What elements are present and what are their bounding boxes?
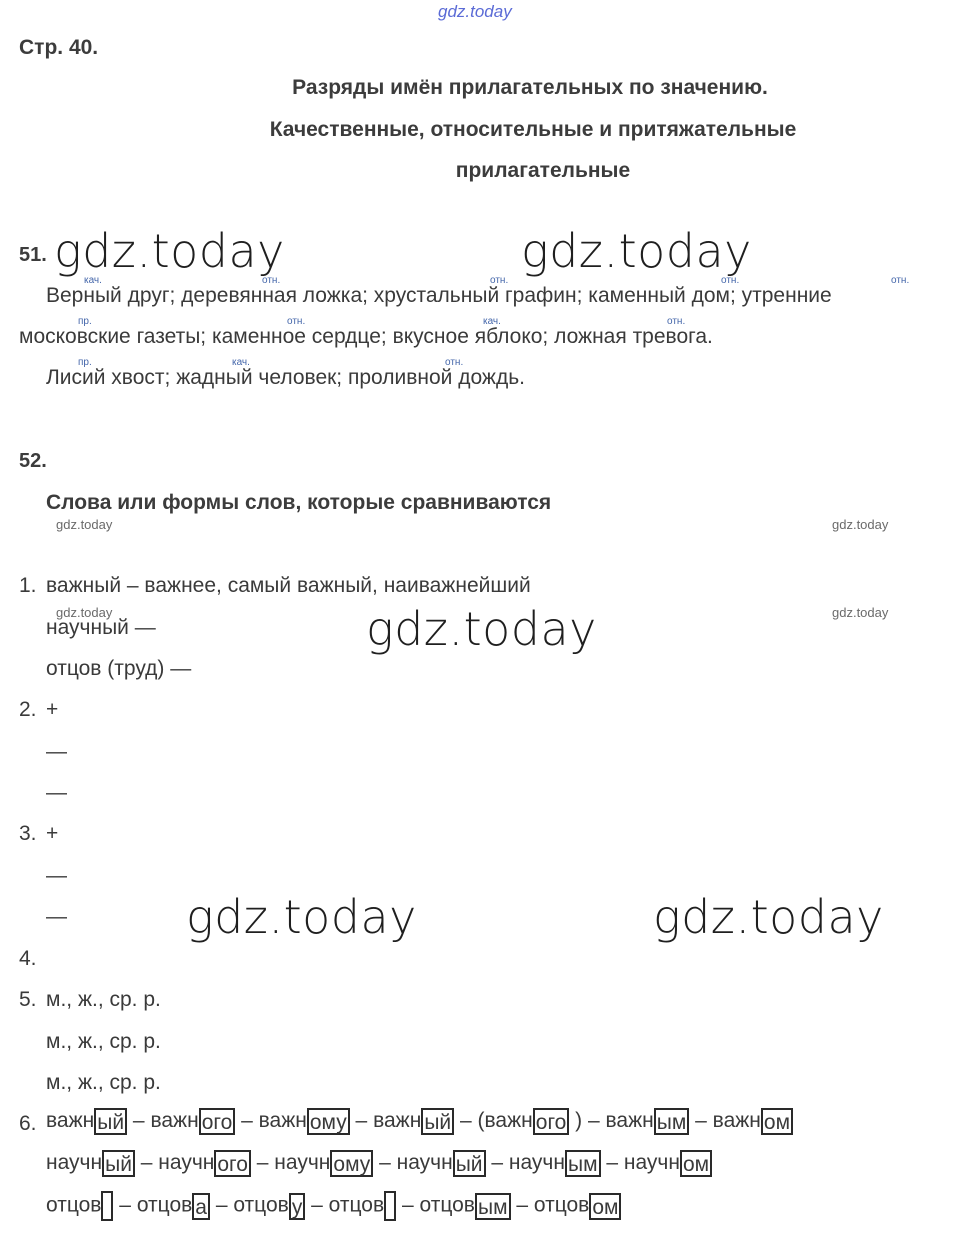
item-1-line-b: научный — <box>46 616 156 639</box>
item-1-line-c: отцов (труд) — <box>46 657 192 680</box>
word-ending-box: ом <box>761 1108 793 1135</box>
separator: – <box>209 1193 234 1217</box>
item-5-genders: м., ж., ср. р. <box>46 1071 161 1094</box>
separator: – <box>485 1151 509 1175</box>
mark-otn: отн. <box>262 275 281 286</box>
word-ending-box: ый <box>421 1108 454 1135</box>
separator: – <box>689 1109 713 1133</box>
word-stem: научн <box>508 1151 565 1175</box>
ex51-line-3: Лисий хвост; жадный человек; проливной дождь. <box>46 366 526 389</box>
item-1-number: 1. <box>19 574 37 597</box>
separator: – <box>349 1109 374 1133</box>
word-stem: важн <box>712 1109 761 1133</box>
word-stem: важн <box>150 1109 199 1133</box>
zero-ending-box <box>101 1191 113 1221</box>
word-stem: (важн <box>477 1109 533 1133</box>
word-ending-box: ым <box>565 1150 601 1177</box>
word-stem: отцов <box>533 1193 590 1217</box>
word-stem: важн <box>46 1109 95 1133</box>
word-ending-box: ым <box>654 1108 690 1135</box>
word-stem: отцов <box>419 1193 475 1217</box>
word-ending-box: у <box>289 1193 306 1220</box>
word-stem: отцов <box>328 1193 385 1217</box>
item-2-dash: — <box>46 781 67 804</box>
word-ending-box: ый <box>94 1108 127 1135</box>
zero-ending-box <box>384 1191 396 1221</box>
separator: – <box>582 1109 606 1133</box>
mark-kach: кач. <box>483 316 501 327</box>
watermark-big: gdz.today <box>521 224 752 278</box>
word-ending-box: ым <box>475 1193 511 1220</box>
heading-line-3: прилагательные <box>455 159 631 182</box>
item-6-number: 6. <box>19 1112 37 1135</box>
watermark-big: gdz.today <box>186 890 417 944</box>
word-stem: научн <box>158 1151 215 1175</box>
word-ending-box: ый <box>453 1150 486 1177</box>
exercise-51-number: 51. <box>19 244 47 266</box>
item-3-number: 3. <box>19 822 37 845</box>
mark-otn: отн. <box>891 275 910 286</box>
separator: – <box>113 1193 137 1217</box>
item-2-number: 2. <box>19 698 37 721</box>
mark-otn: отн. <box>721 275 740 286</box>
word-ending-box: ом <box>680 1150 712 1177</box>
word-stem: научн <box>46 1151 103 1175</box>
separator: – <box>127 1109 151 1133</box>
watermark-big: gdz.today <box>366 602 597 656</box>
top-watermark: gdz.today <box>438 2 512 21</box>
word-stem: важн <box>605 1109 654 1133</box>
word-ending-box: ому <box>307 1108 350 1135</box>
heading-line-1: Разряды имён прилагательных по значению. <box>292 76 768 99</box>
word-ending-box: ого <box>533 1108 570 1135</box>
word-ending-box: ому <box>330 1150 373 1177</box>
mark-otn: отн. <box>287 316 306 327</box>
word-ending-box: ого <box>199 1108 236 1135</box>
declension-row-vazhny <box>46 1108 793 1135</box>
exercise-52-number: 52. <box>19 450 47 472</box>
watermark-small: gdz.today <box>56 605 113 620</box>
declension-row-nauchny <box>46 1150 712 1177</box>
item-5-genders: м., ж., ср. р. <box>46 1030 161 1053</box>
word-stem: научн <box>396 1151 453 1175</box>
ex51-line-2: московские газеты; каменное сердце; вкусное яблоко; ложная тревога. <box>19 325 713 348</box>
separator: – <box>373 1151 397 1175</box>
separator: – <box>134 1151 159 1175</box>
word-ending-box: а <box>192 1193 210 1220</box>
close-paren: ) <box>569 1109 583 1133</box>
word-stem: отцов <box>46 1193 102 1217</box>
mark-otn: отн. <box>490 275 509 286</box>
separator: – <box>235 1109 259 1133</box>
separator: – <box>454 1109 478 1133</box>
item-2-dash: — <box>46 740 67 763</box>
item-3-dash: — <box>46 905 67 928</box>
word-stem: научн <box>623 1151 680 1175</box>
heading-line-2: Качественные, относительные и притяжательные <box>269 118 797 141</box>
watermark-big: gdz.today <box>54 224 285 278</box>
item-2-plus: + <box>46 698 59 721</box>
mark-kach: кач. <box>84 275 102 286</box>
word-stem: отцов <box>136 1193 193 1217</box>
word-ending-box: ом <box>589 1193 621 1220</box>
watermark-small: gdz.today <box>832 605 889 620</box>
separator: – <box>250 1151 275 1175</box>
declension-row-ottsov <box>46 1191 621 1221</box>
mark-kach: кач. <box>232 357 250 368</box>
item-3-dash: — <box>46 864 67 887</box>
exercise-52-subtitle: Слова или формы слов, которые сравниваются <box>46 491 552 514</box>
mark-otn: отн. <box>445 357 464 368</box>
mark-pr: пр. <box>78 316 92 327</box>
word-ending-box: ого <box>214 1150 251 1177</box>
watermark-big: gdz.today <box>653 890 884 944</box>
mark-otn: отн. <box>667 316 686 327</box>
word-stem: отцов <box>233 1193 289 1217</box>
item-5-genders: м., ж., ср. р. <box>46 988 161 1011</box>
word-stem: научн <box>274 1151 331 1175</box>
word-stem: важн <box>373 1109 422 1133</box>
mark-pr: пр. <box>78 357 92 368</box>
item-3-plus: + <box>46 822 59 845</box>
ex51-line-1: Верный друг; деревянная ложка; хрустальный графин; каменный дом; утренние <box>46 284 832 307</box>
item-5-number: 5. <box>19 988 37 1011</box>
page-label: Стр. 40. <box>19 36 99 59</box>
word-ending-box: ый <box>102 1150 135 1177</box>
watermark-small: gdz.today <box>832 517 889 532</box>
separator: – <box>396 1193 420 1217</box>
word-stem: важн <box>258 1109 307 1133</box>
item-4-number: 4. <box>19 947 37 970</box>
separator: – <box>510 1193 534 1217</box>
separator: – <box>305 1193 329 1217</box>
separator: – <box>600 1151 624 1175</box>
item-1-line-a: важный – важнее, самый важный, наиважнейший <box>46 574 531 597</box>
watermark-small: gdz.today <box>56 517 113 532</box>
